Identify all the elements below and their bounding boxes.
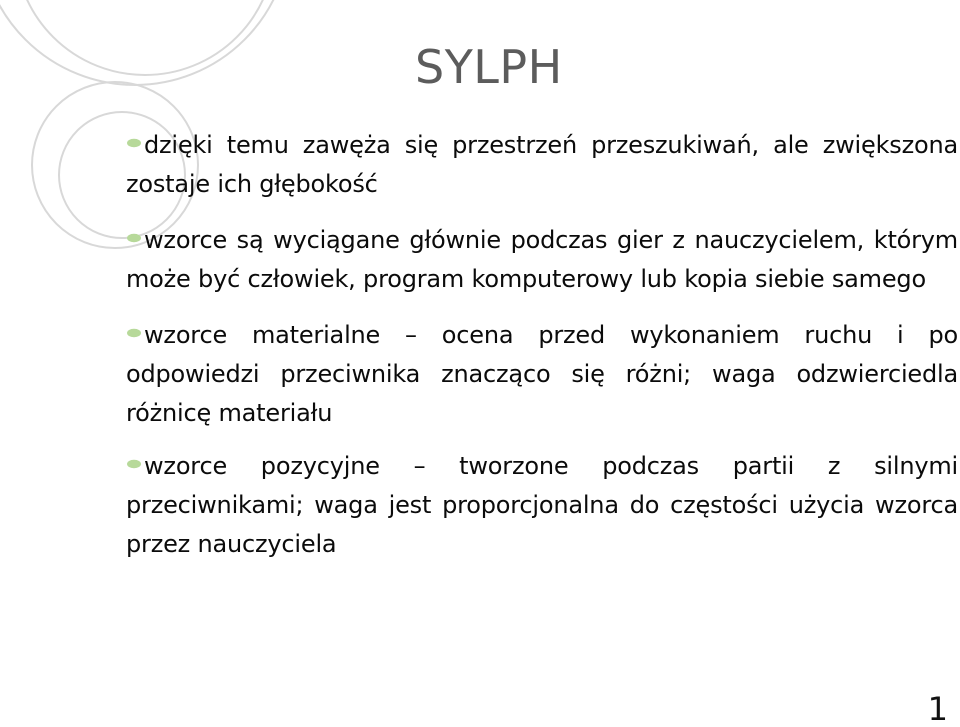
bullet-item [126, 221, 958, 299]
bullet-list [126, 126, 958, 581]
leaf-bullet-icon [126, 138, 142, 148]
bullet-text: dzięki temu zawęża się przestrzeń przeszukiwań, ale zwiększona zostaje ich głębokość [126, 131, 958, 198]
bullet-text: wzorce są wyciągane głównie podczas gier z nauczycielem, którym może być człowiek, program komputerowy lub kopia siebie samego [126, 226, 958, 293]
bullet-item [126, 126, 958, 204]
bullet-text: wzorce materialne – ocena przed wykonaniem ruchu i po odpowiedzi przeciwnika znacząco się różni; waga odzwierciedla różnicę materiału [126, 321, 958, 427]
leaf-bullet-icon [126, 328, 142, 338]
leaf-bullet-icon [126, 233, 142, 243]
bullet-item [126, 316, 958, 433]
slide-title: SYLPH [415, 40, 563, 94]
bullet-text: wzorce pozycyjne – tworzone podczas partii z silnymi przeciwnikami; waga jest proporcjonalna do częstości użycia wzorca przez nauczyciela [126, 452, 958, 558]
page-number: 1 [927, 690, 948, 727]
bullet-item [126, 447, 958, 564]
leaf-bullet-icon [126, 459, 142, 469]
